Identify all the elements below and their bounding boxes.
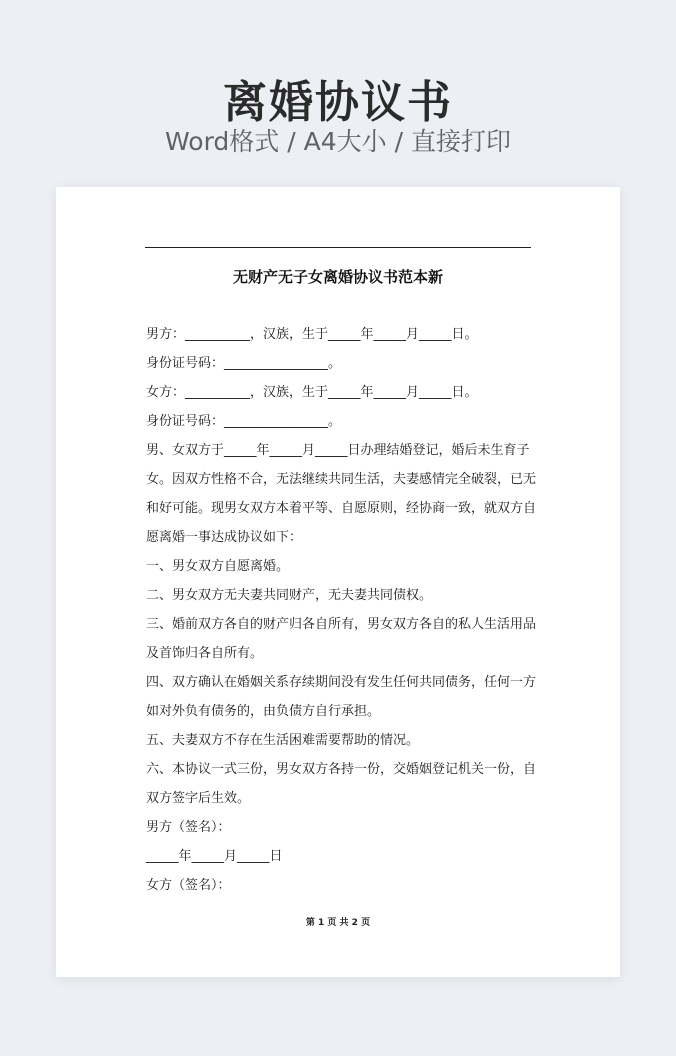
document-title: 无财产无子女离婚协议书范本新 — [232, 268, 443, 286]
line-female-party: 女方：__________，汉族，生于_____年_____月_____日。 — [146, 385, 478, 400]
clause-6: 六、本协议一式三份，男女双方各持一份，交婚姻登记机关一份，自 — [146, 762, 537, 777]
page-indicator: 第 1 页 共 2 页 — [305, 918, 371, 928]
document-body — [146, 320, 536, 900]
hero-subtitle: Word格式 / A4大小 / 直接打印 — [165, 127, 511, 156]
clause-4-cont: 如对外负有债务的，由负债方自行承担。 — [146, 704, 381, 719]
line-male-party: 男方：__________，汉族，生于_____年_____月_____日。 — [146, 327, 478, 342]
header-rule — [145, 247, 531, 248]
clause-3: 三、婚前双方各自的财产归各自所有，男女双方各自的私人生活用品 — [146, 617, 537, 632]
male-signature-line: 男方（签名）： — [146, 820, 231, 835]
body-line: 男、女双方于_____年_____月_____日办理结婚登记，婚后未生育子 — [146, 443, 530, 458]
document-page — [56, 187, 620, 977]
clause-3-cont: 及首饰归各自所有。 — [146, 646, 264, 661]
body-line: 愿离婚一事达成协议如下： — [146, 530, 303, 545]
clause-5: 五、夫妻双方不存在生活困难需要帮助的情况。 — [146, 733, 420, 748]
female-signature-line: 女方（签名）： — [146, 878, 231, 893]
line-male-id: 身份证号码：________________。 — [146, 356, 342, 371]
body-line: 女。因双方性格不合，无法继续共同生活，夫妻感情完全破裂，已无 — [146, 472, 537, 487]
body-line: 和好可能。现男女双方本着平等、自愿原则，经协商一致，就双方自 — [146, 501, 537, 516]
signature-date-line: _____年_____月_____日 — [146, 849, 283, 864]
hero-title: 离婚协议书 — [223, 77, 453, 128]
clause-4: 四、双方确认在婚姻关系存续期间没有发生任何共同债务，任何一方 — [146, 675, 537, 690]
clause-1: 一、男女双方自愿离婚。 — [146, 559, 290, 574]
clause-6-cont: 双方签字后生效。 — [146, 791, 251, 806]
line-female-id: 身份证号码：________________。 — [146, 414, 342, 429]
clause-2: 二、男女双方无夫妻共同财产，无夫妻共同债权。 — [146, 588, 433, 603]
